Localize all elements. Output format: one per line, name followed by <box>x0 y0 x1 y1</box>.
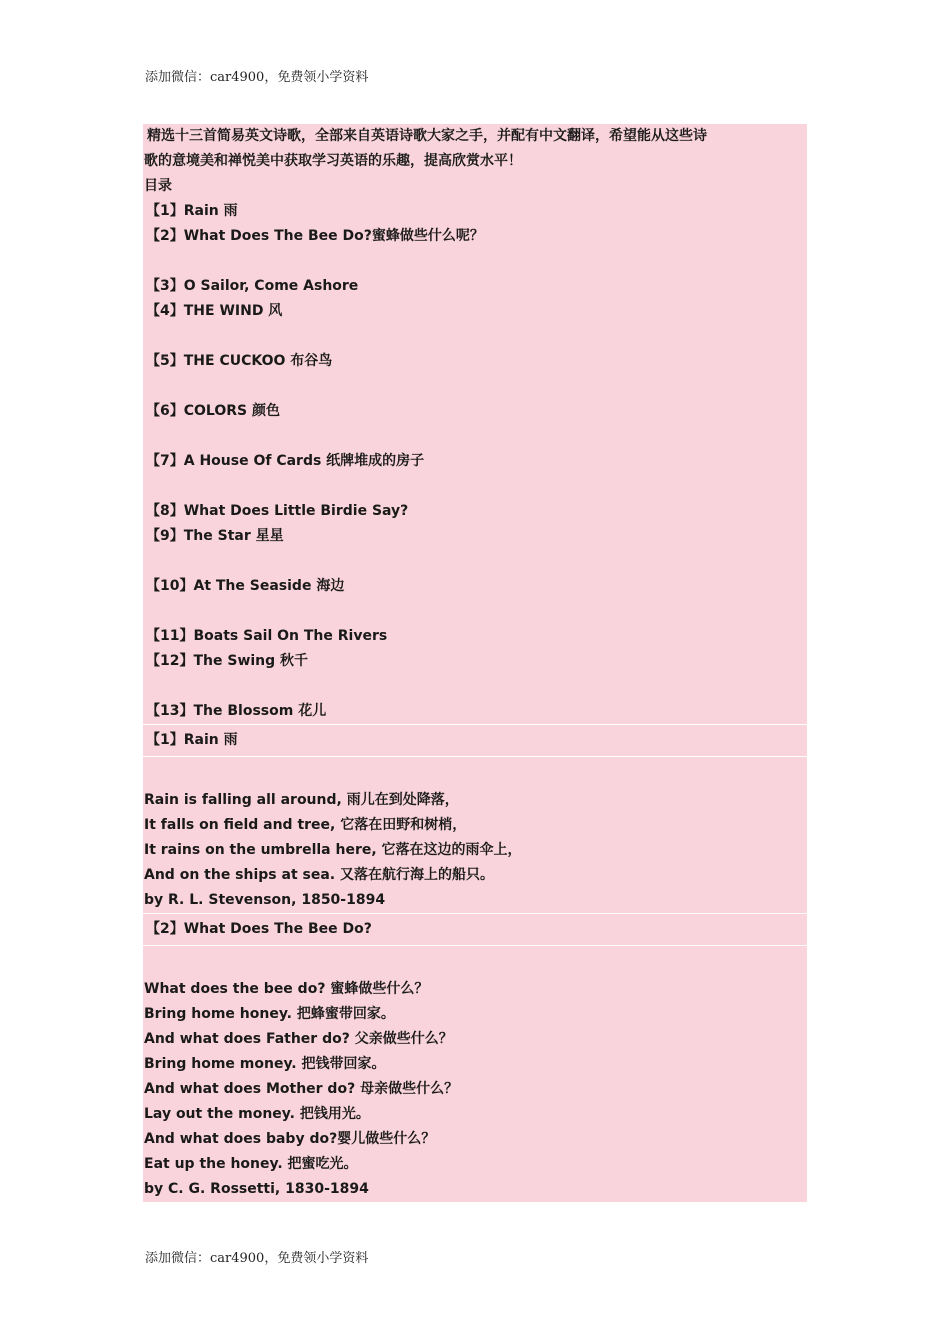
toc-item <box>143 549 807 574</box>
toc-item: 【10】At The Seaside 海边 <box>146 578 345 594</box>
toc-item: 【6】COLORS 颜色 <box>146 403 280 419</box>
poem-line: It rains on the umbrella here, 它落在这边的雨伞上， <box>144 842 522 858</box>
poem-line: And what does Mother do? 母亲做些什么？ <box>144 1081 459 1097</box>
poem-line <box>143 763 807 788</box>
poem-line: Lay out the money. 把钱用光。 <box>144 1106 370 1122</box>
poem-line: Eat up the honey. 把蜜吃光。 <box>144 1156 358 1172</box>
intro-line-1: 精选十三首简易英文诗歌，全部来自英语诗歌大家之手，并配有中文翻译，希望能从这些诗 <box>147 128 707 144</box>
toc-item: 【5】THE CUCKOO 布谷鸟 <box>146 353 333 369</box>
toc-item: 【13】The Blossom 花儿 <box>146 703 327 719</box>
table-of-contents <box>143 199 807 724</box>
document-body <box>143 124 807 1202</box>
header-note: 添加微信：car4900，免费领小学资料 <box>145 70 369 85</box>
toc-item: 【1】Rain 雨 <box>146 203 238 219</box>
toc-item <box>143 374 807 399</box>
toc-heading: 目录 <box>144 178 172 194</box>
toc-item: 【11】Boats Sail On The Rivers <box>146 628 388 644</box>
poem-line <box>143 952 807 977</box>
poem-line: And what does Father do? 父亲做些什么？ <box>144 1031 453 1047</box>
toc-item: 【7】A House Of Cards 纸牌堆成的房子 <box>146 453 425 469</box>
toc-item: 【2】What Does The Bee Do?蜜蜂做些什么呢？ <box>146 228 484 244</box>
poem-line: by C. G. Rossetti, 1830-1894 <box>144 1181 369 1197</box>
toc-item <box>143 674 807 699</box>
poem-1-title: 【1】Rain 雨 <box>143 725 807 756</box>
poem-line: Bring home honey. 把蜂蜜带回家。 <box>144 1006 395 1022</box>
intro-block <box>143 124 807 724</box>
toc-item <box>143 474 807 499</box>
poem-line: What does the bee do? 蜜蜂做些什么？ <box>144 981 429 997</box>
toc-item: 【8】What Does Little Birdie Say? <box>146 503 409 519</box>
toc-item <box>143 599 807 624</box>
poem-line: by R. L. Stevenson, 1850-1894 <box>144 892 386 908</box>
poem-line: Bring home money. 把钱带回家。 <box>144 1056 386 1072</box>
poem-line: It falls on field and tree, 它落在田野和树梢， <box>144 817 467 833</box>
poem-line: And on the ships at sea. 又落在航行海上的船只。 <box>144 867 494 883</box>
poem-2-title: 【2】What Does The Bee Do? <box>143 914 807 945</box>
toc-item: 【9】The Star 星星 <box>146 528 284 544</box>
poem-line: And what does baby do?婴儿做些什么？ <box>144 1131 436 1147</box>
poem-1-body <box>143 757 807 913</box>
poem-line: Rain is falling all around, 雨儿在到处降落， <box>144 792 459 808</box>
toc-item <box>143 324 807 349</box>
toc-item: 【12】The Swing 秋千 <box>146 653 309 669</box>
intro-line-2: 歌的意境美和禅悦美中获取学习英语的乐趣，提高欣赏水平！ <box>144 153 522 169</box>
toc-item <box>143 249 807 274</box>
toc-item: 【4】THE WIND 风 <box>146 303 283 319</box>
toc-item <box>143 424 807 449</box>
toc-item: 【3】O Sailor, Come Ashore <box>146 278 359 294</box>
poem-2-body <box>143 946 807 1202</box>
footer-note: 添加微信：car4900，免费领小学资料 <box>145 1251 369 1266</box>
